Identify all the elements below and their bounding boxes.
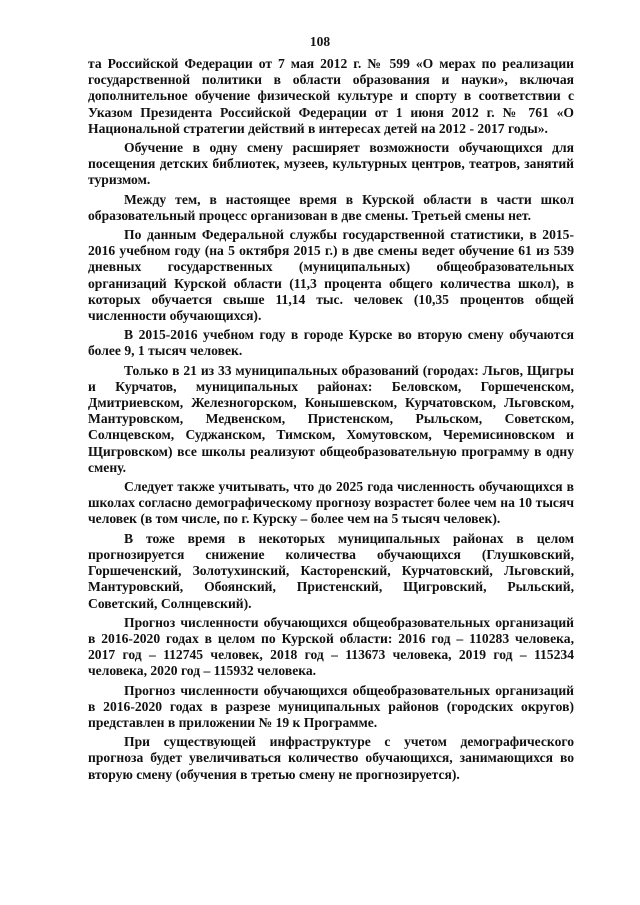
paragraph: Прогноз численности обучающихся общеобразовательных организаций в 2016-2020 годах в целом по Курской области: 2016 год – 110283 человека, 2017 год – 112745 человек, 2018 год – 113673 человека, 2019 год – 115234 человека, 2020 год – 115932 человека. <box>88 614 574 679</box>
paragraph: Между тем, в настоящее время в Курской области в части школ образовательный процесс организован в две смены. Третьей смены нет. <box>88 191 574 223</box>
paragraph: Следует также учитывать, что до 2025 года численность обучающихся в школах согласно демографическому прогнозу возрастет более чем на 10 тысяч человек (в том числе, по г. Курску – более чем на 5 тысяч человек). <box>88 479 574 527</box>
paragraph: В 2015-2016 учебном году в городе Курске во вторую смену обучаются более 9, 1 тысяч человек. <box>88 327 574 359</box>
paragraph: В тоже время в некоторых муниципальных районах в целом прогнозируется снижение количества обучающихся (Глушковский, Горшеченский, Золотухинский, Касторенский, Курчатовский, Льговский, Мантуровский, Обоянский, Пристенский, Щигровский, Рыльский, Советский, Солнцевский). <box>88 530 574 611</box>
paragraph: Обучение в одну смену расширяет возможности обучающихся для посещения детских библиотек, музеев, культурных центров, театров, занятий туризмом. <box>88 140 574 188</box>
paragraph: По данным Федеральной службы государственной статистики, в 2015-2016 учебном году (на 5 октября 2015 г.) в две смены ведет обучение 61 из 539 дневных государственных (муниципальных) общеобразовательных организаций Курской области (11,3 процента общего количества школ), в которых обучается свыше 11,14 тыс. человек (10,35 процентов общей численности обучающихся). <box>88 227 574 324</box>
page-number: 108 <box>309 34 331 49</box>
paragraph: При существующей инфраструктуре с учетом демографического прогноза будет увеличиваться количество обучающихся, занимающихся во вторую смену (обучения в третью смену не прогнозируется). <box>88 734 574 782</box>
paragraph: та Российской Федерации от 7 мая 2012 г. № 599 «О мерах по реализации государственной политики в области образования и науки», включая дополнительное обучение физической культуре и спорту в соответствии с Указом Президента Российской Федерации от 1 июня 2012 г. № 761 «О Национальной стратегии действий в интересах детей на 2012 - 2017 годы». <box>88 56 574 136</box>
paragraph: Прогноз численности обучающихся общеобразовательных организаций в 2016-2020 годах в разрезе муниципальных районов (городских округов) представлен в приложении № 19 к Программе. <box>88 682 574 730</box>
paragraph: Только в 21 из 33 муниципальных образований (городах: Льгов, Щигры и Курчатов, муниципальных районах: Беловском, Горшеченском, Дмитриевском, Железногорском, Конышевском, Курчатовском, Льговском, Мантуровском, Медвенском, Пристенском, Рыльском, Советском, Солнцевском, Суджанском, Тимском, Хомутовском, Черемисиновском и Щигровском) все школы реализуют общеобразовательную программу в одну смену. <box>88 362 574 475</box>
document-body <box>88 56 574 786</box>
